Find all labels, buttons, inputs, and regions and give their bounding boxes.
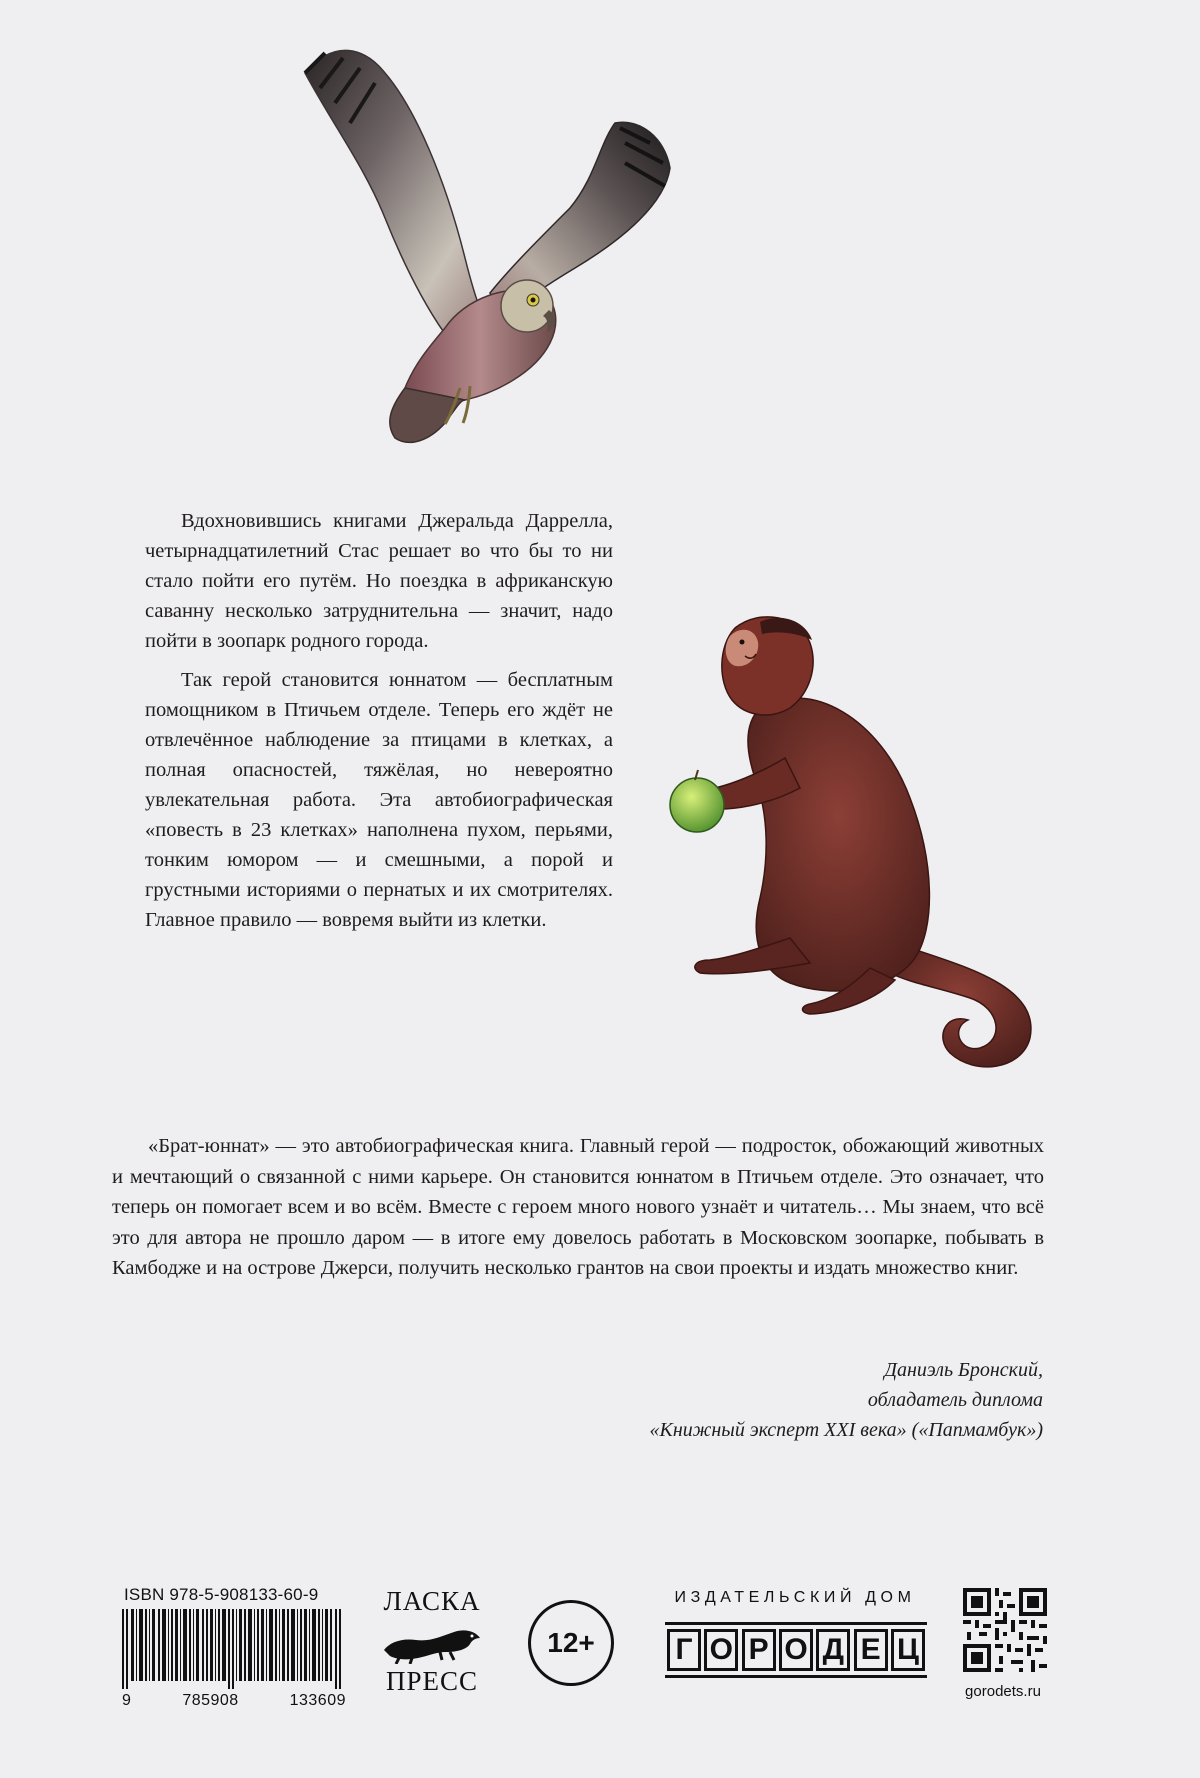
gorodets-letter: Д <box>816 1629 850 1671</box>
review-blurb <box>112 1131 1044 1284</box>
weasel-icon <box>380 1620 484 1664</box>
publisher-label: ИЗДАТЕЛЬСКИЙ ДОМ <box>674 1589 916 1606</box>
barcode-digit-group: 133609 <box>289 1692 346 1709</box>
review-award: «Книжный эксперт XXI века» («Папмамбук») <box>649 1419 1043 1441</box>
age-rating-label: 12+ <box>547 1627 595 1658</box>
laska-logo-text-bottom: ПРЕСС <box>385 1666 479 1696</box>
hawk-illustration <box>295 28 705 468</box>
gorodets-logo <box>665 1622 927 1678</box>
isbn-label: ISBN 978-5-908133-60-9 <box>124 1585 319 1604</box>
gorodets-letter: Ц <box>891 1629 925 1671</box>
age-rating-badge <box>528 1600 614 1686</box>
laska-logo-text-top: ЛАСКА <box>383 1586 481 1616</box>
summary-paragraph-2: Так герой становится юннатом — бесплатным помощником в Птичьем отделе. Теперь его ждёт не отвлечённое наблюдение за птицами в клетках, а полная опасностей, тяжёлая, но невероятно увлекательная работа. Эта автобиографическая «повесть в 23 клетках» наполнена пухом, перьями, тонким юмором — и смешными, а порой и грустными историями о пернатых и их смотрителях. Главное правило — вовремя выйти из клетки. <box>145 669 613 931</box>
barcode-digit-group: 785908 <box>182 1692 239 1709</box>
barcode-icon <box>122 1609 344 1689</box>
gorodets-letter: Р <box>742 1629 776 1671</box>
laska-press-logo <box>372 1586 492 1702</box>
review-signature <box>443 1355 1043 1445</box>
review-author: Даниэль Бронский, <box>884 1359 1043 1381</box>
summary-paragraph-1: Вдохновившись книгами Джеральда Даррелла, четырнадцатилетний Стас решает во что бы то ни стало пойти его путём. Но поездка в африканскую саванну несколько затруднительна — значит, надо пойти в зоопарк родного города. <box>145 510 613 652</box>
gorodets-letter: Е <box>854 1629 888 1671</box>
review-text: «Брат-юннат» — это автобиографическая книга. Главный герой — подросток, обожающий животных и мечтающий о связанной с ними карьере. Он становится юннатом в Птичьем отделе. Это означает, что теперь он помогает всем и во всём. Вместе с героем много нового узнаёт и читатель… Мы знаем, что всё это для автора не прошло даром — в итоге ему довелось работать в Московском зоопарке, побывать в Камбодже и на острове Джерси, получить несколько грантов на свои проекты и издать множество книг. <box>112 1135 1044 1279</box>
gorodets-letter: О <box>779 1629 813 1671</box>
review-author-title: обладатель диплома <box>867 1389 1043 1411</box>
qr-code-icon <box>963 1588 1047 1672</box>
book-summary <box>145 506 613 935</box>
gorodets-letter: Г <box>667 1629 701 1671</box>
monkey-illustration <box>650 608 1055 1078</box>
barcode-digits <box>122 1692 346 1710</box>
publisher-website: gorodets.ru <box>965 1683 1041 1700</box>
gorodets-letter: О <box>704 1629 738 1671</box>
barcode-digit-group: 9 <box>122 1692 132 1709</box>
